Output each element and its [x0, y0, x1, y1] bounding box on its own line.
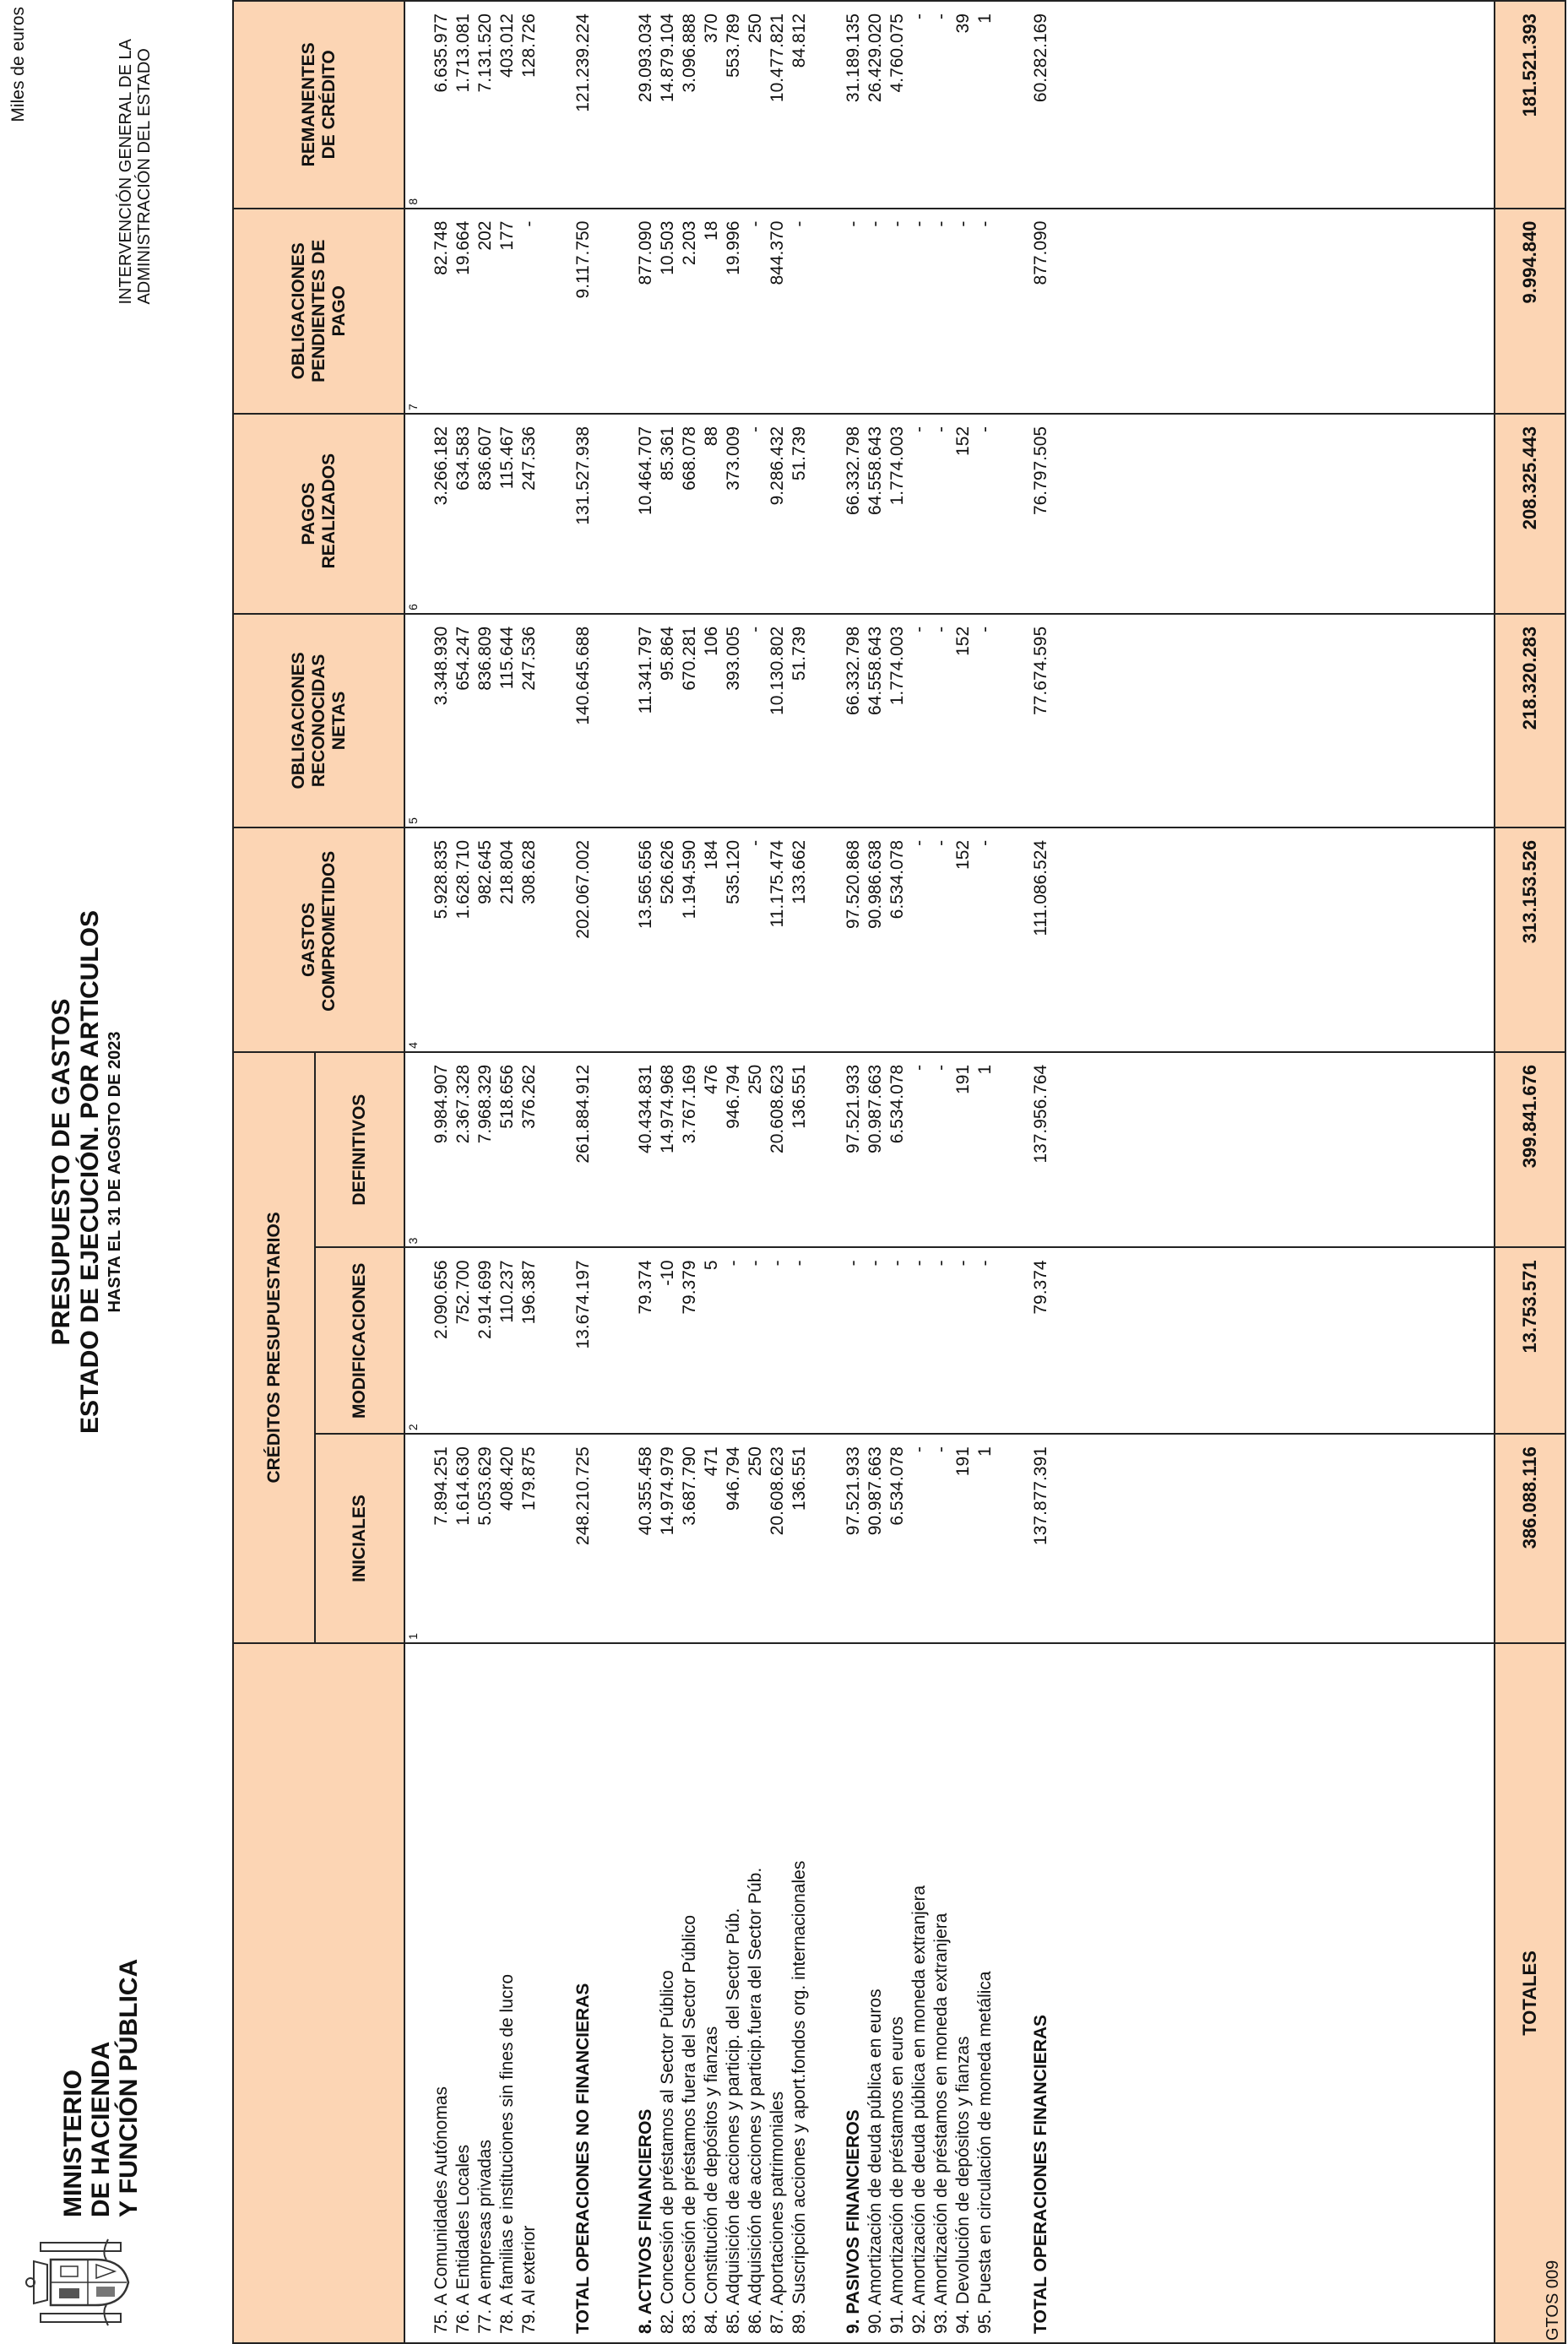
cell-value: 202 — [475, 220, 495, 251]
cell-value: 654.247 — [453, 626, 473, 691]
cell-value: 1 — [975, 1446, 995, 1457]
cell-value: 982.645 — [475, 839, 495, 904]
column-obligaciones-pendientes — [404, 209, 1495, 414]
cell-value: 191 — [953, 1446, 973, 1477]
budget-execution-table — [232, 0, 1566, 2344]
issuing-office-line-1: INTERVENCIÓN GENERAL DE LA — [117, 39, 135, 305]
cell-value: 20.608.623 — [768, 1064, 787, 1153]
cell-value: 115.644 — [497, 626, 517, 690]
cell-value: 6.534.078 — [887, 1064, 907, 1144]
total-value: 313.153.526 — [1495, 827, 1565, 1052]
cell-value: 3.767.169 — [680, 1064, 699, 1144]
cell-value: 4.760.075 — [887, 14, 907, 93]
cell-value: - — [844, 1260, 863, 1267]
cell-value: 97.521.933 — [844, 1446, 863, 1536]
totals-label: TOTALES — [1495, 1643, 1565, 2343]
cell-value: 29.093.034 — [636, 14, 655, 103]
cell-value: 1.614.630 — [453, 1446, 473, 1526]
cell-value: - — [789, 1260, 809, 1267]
header-obligaciones-pendientes — [233, 209, 404, 414]
cell-value: 140.645.688 — [573, 626, 593, 725]
total-value: 386.088.116 — [1495, 1434, 1565, 1643]
cell-value: 121.239.224 — [573, 14, 593, 112]
cell-value: - — [931, 1064, 951, 1071]
cell-value: 1.194.590 — [680, 839, 699, 920]
cell-value: 20.608.623 — [768, 1446, 787, 1536]
issuing-office-line-2: ADMINISTRACIÓN DEL ESTADO — [135, 48, 154, 305]
cell-value: 2.090.656 — [431, 1260, 451, 1339]
cell-value: 408.420 — [497, 1446, 517, 1511]
cell-value: 131.527.938 — [573, 426, 593, 525]
section-label: 9. PASIVOS FINANCIEROS — [844, 2109, 863, 2334]
cell-value: - — [746, 220, 765, 227]
cell-value: 191 — [953, 1064, 973, 1094]
cell-value: 60.282.169 — [1031, 14, 1050, 103]
cell-value: 752.700 — [453, 1260, 473, 1325]
header-pagos-realizados-label: PAGOS REALIZADOS — [298, 453, 339, 569]
cell-value: 115.467 — [497, 426, 517, 490]
row-label: 82. Concesión de préstamos al Sector Público — [658, 1970, 677, 2334]
cell-value: 136.551 — [789, 1446, 809, 1511]
row-label: 92. Amortización de deuda pública en moneda extranjera — [909, 1885, 929, 2334]
row-label: 83. Concesión de préstamos fuera del Sector Público — [680, 1914, 699, 2334]
column-number: 2 — [406, 1424, 420, 1431]
cell-value: 79.374 — [1031, 1260, 1050, 1315]
column-number: 8 — [406, 198, 420, 205]
header-description-blank — [233, 1643, 404, 2343]
cell-value: - — [865, 220, 885, 227]
cell-value: - — [975, 220, 995, 227]
cell-value: - — [931, 14, 951, 19]
cell-value: - — [975, 626, 995, 632]
cell-value: 39 — [953, 14, 973, 34]
cell-value: - — [909, 839, 929, 846]
cell-value: 877.090 — [636, 220, 655, 285]
values-gastos-comprometidos — [405, 828, 1494, 1051]
cell-value: 1 — [975, 1064, 995, 1075]
cell-value: - — [887, 220, 907, 227]
report-subtitle: ESTADO DE EJECUCIÓN. POR ARTICULOS — [76, 909, 104, 1435]
cell-value: - — [746, 839, 765, 846]
cell-value: 97.520.868 — [844, 839, 863, 929]
cell-value: 844.370 — [768, 220, 787, 285]
cell-value: - — [909, 626, 929, 632]
cell-value: 535.120 — [724, 839, 743, 904]
report-date: HASTA EL 31 DE AGOSTO DE 2023 — [106, 1031, 124, 1313]
cell-value: 106 — [702, 626, 721, 656]
cell-value: 136.551 — [789, 1064, 809, 1129]
cell-value: 137.877.391 — [1031, 1446, 1050, 1545]
cell-value: 370 — [702, 14, 721, 44]
column-number: 3 — [406, 1237, 420, 1245]
column-gastos-comprometidos — [404, 827, 1495, 1052]
row-label: 93. Amortización de préstamos en moneda extranjera — [931, 1913, 951, 2334]
cell-value: 79.379 — [680, 1260, 699, 1315]
cell-value: 518.656 — [497, 1064, 517, 1129]
cell-value: - — [975, 839, 995, 846]
header-pagos-realizados — [233, 414, 404, 614]
cell-value: 84.812 — [789, 14, 809, 68]
cell-value: 393.005 — [724, 626, 743, 691]
cell-value: 51.739 — [789, 626, 809, 681]
cell-value: 526.626 — [658, 839, 677, 904]
row-label: 76. A Entidades Locales — [453, 2144, 473, 2334]
column-number: 4 — [406, 1042, 420, 1049]
row-label: 77. A empresas privadas — [475, 2140, 495, 2334]
row-label: 78. A familias e instituciones sin fines de lucro — [497, 1973, 517, 2334]
cell-value: - — [931, 626, 951, 632]
cell-value: 51.739 — [789, 426, 809, 481]
cell-value: 373.009 — [724, 426, 743, 491]
cell-value: 376.262 — [519, 1064, 539, 1129]
cell-value: 152 — [953, 839, 973, 870]
cell-value: 90.986.638 — [865, 839, 885, 929]
section-label: TOTAL OPERACIONES NO FINANCIERAS — [573, 1983, 593, 2334]
cell-value: 110.237 — [497, 1260, 517, 1323]
column-number: 6 — [406, 604, 420, 610]
column-modificaciones — [404, 1247, 1495, 1434]
cell-value: - — [746, 426, 765, 432]
ministry-line-1: MINISTERIO — [59, 2069, 87, 2217]
cell-value: 90.987.663 — [865, 1446, 885, 1536]
header-obligaciones-pendientes-label: OBLIGACIONES PENDIENTES DE PAGO — [288, 239, 349, 383]
column-iniciales — [404, 1434, 1495, 1643]
values-obligaciones-reconocidas — [405, 615, 1494, 827]
header-remanentes — [233, 1, 404, 209]
cell-value: - — [909, 220, 929, 227]
column-definitivos — [404, 1052, 1495, 1248]
cell-value: 76.797.505 — [1031, 426, 1050, 516]
cell-value: 82.748 — [431, 220, 451, 275]
cell-value: 476 — [702, 1064, 721, 1094]
cell-value: - — [519, 220, 539, 227]
cell-value: 31.189.135 — [844, 14, 863, 103]
cell-value: 137.956.764 — [1031, 1064, 1050, 1164]
cell-value: 40.434.831 — [636, 1064, 655, 1153]
cell-value: -10 — [658, 1260, 677, 1286]
cell-value: 196.387 — [519, 1260, 539, 1325]
cell-value: 634.583 — [453, 426, 473, 491]
cell-value: - — [953, 220, 973, 227]
cell-value: 248.210.725 — [573, 1446, 593, 1545]
values-remanentes — [405, 2, 1494, 208]
cell-value: - — [746, 626, 765, 632]
header-iniciales: INICIALES — [315, 1434, 404, 1643]
row-label: 91. Amortización de préstamos en euros — [887, 2016, 907, 2334]
values-modificaciones — [405, 1248, 1494, 1433]
cell-value: 111.086.524 — [1031, 839, 1050, 936]
cell-value: - — [768, 1260, 787, 1267]
cell-value: 9.984.907 — [431, 1064, 451, 1144]
row-label: 95. Puesta en circulación de moneda metálica — [975, 1971, 995, 2334]
header-obligaciones-reconocidas — [233, 614, 404, 827]
cell-value: 5.928.835 — [431, 839, 451, 920]
cell-value: 64.558.643 — [865, 626, 885, 715]
ministry-line-3: Y FUNCIÓN PÚBLICA — [115, 1958, 143, 2217]
cell-value: 7.894.251 — [431, 1446, 451, 1526]
cell-value: 202.067.002 — [573, 839, 593, 939]
values-pagos-realizados — [405, 415, 1494, 613]
cell-value: 40.355.458 — [636, 1446, 655, 1536]
cell-value: 10.477.821 — [768, 14, 787, 103]
header-gastos-comprometidos-label: GASTOS COMPROMETIDOS — [298, 850, 339, 1012]
report-title: PRESUPUESTO DE GASTOS — [47, 998, 75, 1346]
cell-value: 95.864 — [658, 626, 677, 681]
cell-value: 66.332.798 — [844, 426, 863, 516]
cell-value: 3.266.182 — [431, 426, 451, 506]
cell-value: 2.914.699 — [475, 1260, 495, 1339]
cell-value: 152 — [953, 626, 973, 656]
units-note: Miles de euros — [8, 7, 28, 122]
row-label: 75. A Comunidades Autónomas — [431, 2086, 451, 2334]
cell-value: - — [789, 220, 809, 227]
cell-value: 1.774.003 — [887, 626, 907, 706]
cell-value: 1.713.081 — [453, 14, 473, 93]
cell-value: 7.131.520 — [475, 14, 495, 93]
cell-value: 10.464.707 — [636, 426, 655, 516]
cell-value: - — [909, 1446, 929, 1453]
cell-value: 26.429.020 — [865, 14, 885, 103]
cell-value: 3.687.790 — [680, 1446, 699, 1526]
cell-value: 77.674.595 — [1031, 626, 1050, 715]
header-gastos-comprometidos — [233, 827, 404, 1052]
cell-value: 10.130.802 — [768, 626, 787, 715]
cell-value: 471 — [702, 1446, 721, 1477]
cell-value: 261.884.912 — [573, 1064, 593, 1164]
cell-value: 1 — [975, 14, 995, 24]
cell-value: 3.096.888 — [680, 14, 699, 93]
column-number: 1 — [406, 1633, 420, 1640]
cell-value: 13.565.656 — [636, 839, 655, 929]
column-pagos-realizados — [404, 414, 1495, 614]
cell-value: 218.804 — [497, 839, 517, 904]
cell-value: 836.607 — [475, 426, 495, 491]
cell-value: 184 — [702, 839, 721, 870]
cell-value: 97.521.933 — [844, 1064, 863, 1153]
cell-value: - — [931, 839, 951, 846]
ministry-line-2: DE HACIENDA — [87, 2041, 115, 2217]
cell-value: 11.175.474 — [768, 839, 787, 928]
cell-value: - — [909, 1260, 929, 1267]
cell-value: 1.774.003 — [887, 426, 907, 506]
values-iniciales — [405, 1435, 1494, 1642]
cell-value: 128.726 — [519, 14, 539, 78]
section-label: 8. ACTIVOS FINANCIEROS — [636, 2108, 655, 2334]
cell-value: 6.534.078 — [887, 1446, 907, 1526]
cell-value: 19.996 — [724, 220, 743, 275]
cell-value: 79.374 — [636, 1260, 655, 1315]
cell-value: 5 — [702, 1260, 721, 1271]
row-label: 84. Constitución de depósitos y fianzas — [702, 2026, 721, 2334]
description-column — [404, 1643, 1495, 2343]
cell-value: - — [909, 1064, 929, 1071]
cell-value: 13.674.197 — [573, 1260, 593, 1349]
cell-value: 668.078 — [680, 426, 699, 491]
cell-value: 9.117.750 — [573, 220, 593, 299]
column-obligaciones-reconocidas — [404, 614, 1495, 827]
row-label: 85. Adquisición de acciones y particip. del Sector Púb. — [724, 1907, 743, 2334]
cell-value: 946.794 — [724, 1446, 743, 1511]
row-label: 79. Al exterior — [519, 2225, 539, 2334]
report-title-block — [47, 0, 125, 2344]
cell-value: 553.789 — [724, 14, 743, 78]
header-obligaciones-reconocidas-label: OBLIGACIONES RECONOCIDAS NETAS — [288, 652, 349, 789]
cell-value: - — [931, 426, 951, 432]
cell-value: 6.534.078 — [887, 839, 907, 920]
cell-value: 250 — [746, 1446, 765, 1477]
total-value: 208.325.443 — [1495, 414, 1565, 614]
cell-value: 6.635.977 — [431, 14, 451, 93]
row-label: 87. Aportaciones patrimoniales — [768, 2091, 787, 2334]
cell-value: 5.053.629 — [475, 1446, 495, 1526]
description-list — [405, 1644, 1494, 2342]
total-value: 13.753.571 — [1495, 1247, 1565, 1434]
row-label: 89. Suscripción acciones y aport.fondos org. internacionales — [789, 1860, 809, 2334]
cell-value: 1.628.710 — [453, 839, 473, 920]
column-number: 5 — [406, 817, 420, 824]
cell-value: 64.558.643 — [865, 426, 885, 516]
cell-value: 403.012 — [497, 14, 517, 78]
cell-value: - — [931, 1260, 951, 1267]
cell-value: - — [931, 220, 951, 227]
cell-value: 308.628 — [519, 839, 539, 904]
cell-value: - — [909, 426, 929, 432]
cell-value: 85.361 — [658, 426, 677, 481]
cell-value: - — [865, 1260, 885, 1267]
column-remanentes — [404, 1, 1495, 209]
cell-value: 18 — [702, 220, 721, 241]
cell-value: - — [887, 1260, 907, 1267]
cell-value: - — [975, 426, 995, 432]
cell-value: 14.974.968 — [658, 1064, 677, 1153]
cell-value: - — [746, 1260, 765, 1267]
cell-value: 836.809 — [475, 626, 495, 691]
cell-value: 670.281 — [680, 626, 699, 691]
cell-value: 66.332.798 — [844, 626, 863, 715]
section-label: TOTAL OPERACIONES FINANCIERAS — [1031, 2014, 1050, 2334]
cell-value: 3.348.930 — [431, 626, 451, 706]
cell-value: 133.662 — [789, 839, 809, 904]
cell-value: 250 — [746, 14, 765, 44]
values-definitivos — [405, 1053, 1494, 1247]
header-modificaciones: MODIFICACIONES — [315, 1247, 404, 1434]
cell-value: - — [909, 14, 929, 19]
cell-value: 877.090 — [1031, 220, 1050, 285]
cell-value: - — [975, 1260, 995, 1267]
cell-value: 9.286.432 — [768, 426, 787, 506]
cell-value: 2.367.328 — [453, 1064, 473, 1144]
row-label: 90. Amortización de deuda pública en euros — [865, 1989, 885, 2334]
issuing-office — [117, 39, 154, 305]
document-code: GTOS 009 — [1544, 2260, 1562, 2341]
cell-value: 946.794 — [724, 1064, 743, 1129]
cell-value: 90.987.663 — [865, 1064, 885, 1153]
cell-value: 247.536 — [519, 626, 539, 691]
cell-value: 179.875 — [519, 1446, 539, 1511]
cell-value: 250 — [746, 1064, 765, 1094]
cell-value: - — [844, 220, 863, 227]
cell-value: 2.203 — [680, 220, 699, 266]
cell-value: 7.968.329 — [475, 1064, 495, 1144]
total-value: 218.320.283 — [1495, 614, 1565, 827]
cell-value: 14.879.104 — [658, 14, 677, 103]
row-label: 86. Adquisición de acciones y particip.fuera del Sector Púb. — [746, 1867, 765, 2334]
values-obligaciones-pendientes — [405, 209, 1494, 413]
cell-value: 88 — [702, 426, 721, 447]
header-creditos-presupuestarios: CRÉDITOS PRESUPUESTARIOS — [233, 1052, 315, 1643]
cell-value: - — [931, 1446, 951, 1453]
header-definitivos: DEFINITIVOS — [315, 1052, 404, 1248]
column-number: 7 — [406, 404, 420, 410]
row-label: 94. Devolución de depósitos y fianzas — [953, 2036, 973, 2334]
cell-value: 10.503 — [658, 220, 677, 275]
cell-value: 14.974.979 — [658, 1446, 677, 1536]
cell-value: 177 — [497, 220, 517, 251]
cell-value: - — [724, 1260, 743, 1267]
cell-value: 19.664 — [453, 220, 473, 275]
cell-value: 11.341.797 — [636, 626, 655, 714]
cell-value: 152 — [953, 426, 973, 456]
cell-value: 247.536 — [519, 426, 539, 491]
cell-value: - — [953, 1260, 973, 1267]
total-value: 9.994.840 — [1495, 209, 1565, 414]
header-remanentes-label: REMANENTES DE CRÉDITO — [298, 42, 339, 167]
total-value: 399.841.676 — [1495, 1052, 1565, 1248]
total-value: 181.521.393 — [1495, 1, 1565, 209]
